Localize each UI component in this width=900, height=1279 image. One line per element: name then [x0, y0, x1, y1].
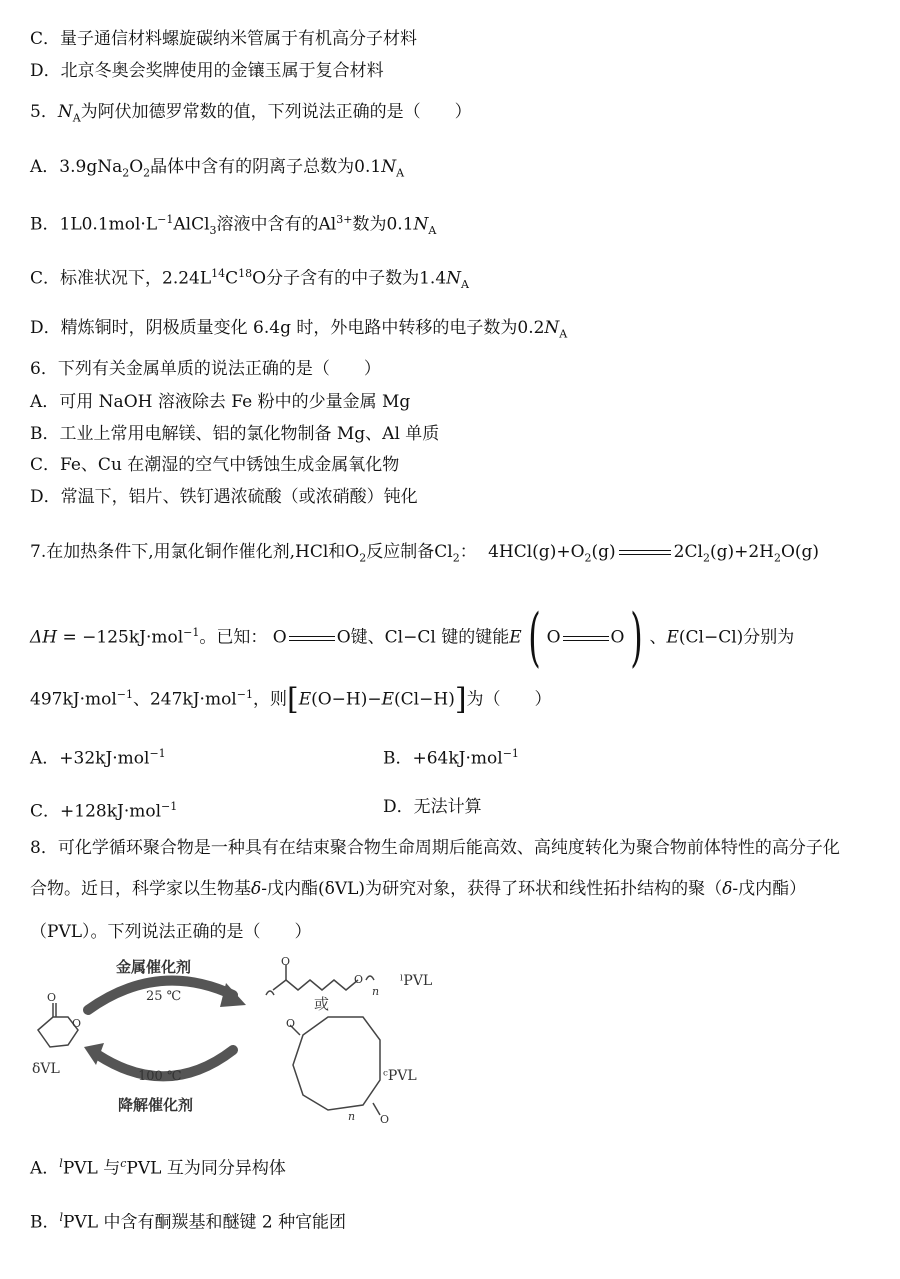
cyclic-pvl-label: ᶜPVL	[383, 1068, 417, 1084]
q5-option-a: A．$3.9gNa_2O_2$晶体中含有的阴离子总数为$0.1N_A$	[30, 157, 405, 180]
q7-option-d: D．无法计算	[383, 797, 482, 817]
svg-text:O: O	[72, 1017, 82, 1030]
double-bond	[563, 636, 609, 641]
q7-stem-line2: ΔH = −125kJ·mol$^{-1}$。已知： O O键、Cl−Cl 键的键能E( O O) 、E(Cl−Cl)分别为	[30, 601, 795, 675]
equals-sign	[619, 550, 671, 555]
q6-option-d: D．常温下，铝片、铁钉遇浓硫酸（或浓硝酸）钝化	[30, 487, 418, 507]
degradation-catalyst-label: 降解催化剂	[118, 1096, 194, 1114]
cyclic-pvl-structure	[290, 1017, 380, 1115]
svg-text:O: O	[47, 991, 57, 1004]
q6-option-c: C．Fe、Cu 在潮湿的空气中锈蚀生成金属氧化物	[30, 455, 400, 475]
reverse-temp-label: 100 ℃	[138, 1069, 182, 1084]
q6-stem: 6．下列有关金属单质的说法正确的是（ ）	[30, 359, 381, 379]
dvl-label: δVL	[32, 1061, 60, 1077]
q8-stem-line2: 合物。近日，科学家以生物基δ-戊内酯(δVL)为研究对象，获得了环状和线性拓扑结构的聚（δ-戊内酯）	[30, 879, 807, 899]
double-bond	[289, 636, 335, 641]
svg-text:n: n	[372, 985, 380, 998]
svg-text:O: O	[354, 973, 364, 986]
q5-option-c: C．标准状况下，$2.24L^{14}C^{18}O$分子含有的中子数为$1.4N_A$	[30, 267, 469, 292]
q8-option-a: A．$^l$PVL 与$^c$PVL 互为同分异构体	[30, 1157, 286, 1179]
or-label: 或	[314, 995, 330, 1013]
q5-stem: 5．$N_A$为阿伏加德罗常数的值，下列说法正确的是（ ）	[30, 102, 472, 125]
q5-option-d: D．精炼铜时，阴极质量变化 6.4g 时，外电路中转移的电子数为$0.2N_A$	[30, 318, 568, 341]
q8-stem-line1: 8．可化学循环聚合物是一种具有在结束聚合物生命周期后能高效、高纯度转化为聚合物前体特性的高分子化	[30, 838, 840, 858]
q6-option-b: B．工业上常用电解镁、铝的氯化物制备 Mg、Al 单质	[30, 424, 440, 444]
linear-pvl-label: ˡPVL	[400, 973, 433, 989]
svg-text:O: O	[286, 1017, 296, 1030]
q7-stem-line1: 7.在加热条件下,用氯化铜作催化剂,HCl和$O_2$反应制备$Cl_2$： $4HCl(g)+O_2(g)$ $2Cl_2(g)+2H_2O(g)$	[30, 542, 820, 565]
svg-text:n: n	[348, 1110, 356, 1123]
q8-option-b: B．$^l$PVL 中含有酮羰基和醚键 2 种官能团	[30, 1211, 347, 1233]
q4-option-c: C．量子通信材料螺旋碳纳米管属于有机高分子材料	[30, 29, 418, 49]
q7-stem-line3: 497kJ·mol$^{-1}$、247kJ·mol$^{-1}$，则[E(O−H)−E(Cl−H)]为（ ）	[30, 682, 552, 718]
metal-catalyst-label: 金属催化剂	[116, 958, 192, 976]
q7-option-c: C．+128kJ·mol$^{-1}$	[30, 800, 178, 822]
reaction-equation: $4HCl(g)+O_2(g)$ $2Cl_2(g)+2H_2O(g)$	[488, 542, 820, 565]
forward-temp-label: 25 ℃	[146, 989, 182, 1004]
q7-option-b: B．+64kJ·mol$^{-1}$	[383, 747, 519, 769]
pvl-reaction-diagram	[28, 955, 488, 1135]
q6-option-a: A．可用 NaOH 溶液除去 Fe 粉中的少量金属 Mg	[30, 392, 411, 412]
q5-option-b: B．$1L0.1mol\cdot L^{-1}AlCl_3$溶液中含有的$Al^{3+}$数为$0.1N_A$	[30, 213, 437, 238]
q8-stem-line3: （PVL）。下列说法正确的是（ ）	[30, 922, 312, 942]
q4-option-d: D．北京冬奥会奖牌使用的金镶玉属于复合材料	[30, 61, 384, 81]
svg-text:O: O	[380, 1113, 390, 1126]
svg-text:O: O	[281, 955, 291, 968]
q7-option-a: A．+32kJ·mol$^{-1}$	[30, 747, 166, 769]
